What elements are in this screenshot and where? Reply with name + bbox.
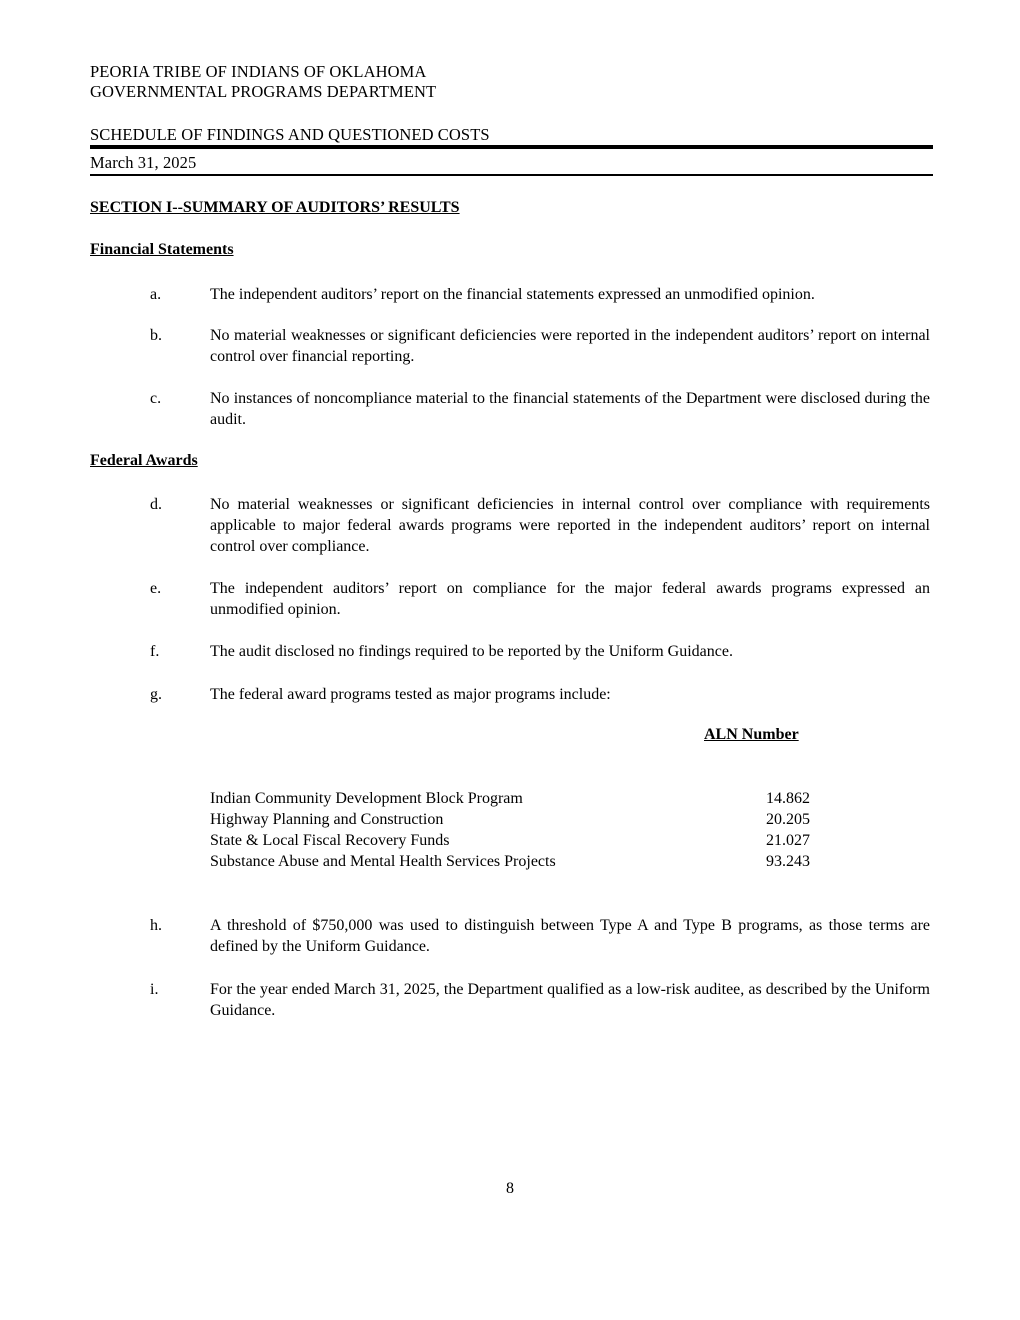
aln-number: 93.243: [766, 853, 810, 870]
federal-awards-heading: Federal Awards: [90, 452, 198, 469]
aln-number: 21.027: [766, 832, 810, 849]
item-letter: h.: [150, 917, 162, 934]
item-text: The audit disclosed no findings required to be reported by the Uniform Guidance.: [210, 643, 733, 660]
item-text: No material weaknesses or significant deficiencies in internal control over compliance with requirements applicable to major federal awards programs were reported in the independent auditors’ report on internal control over compliance.: [210, 496, 930, 555]
financial-statements-heading: Financial Statements: [90, 241, 234, 258]
title-rule-thick: [90, 145, 933, 149]
program-name: Highway Planning and Construction: [210, 811, 444, 828]
department-name: GOVERNMENTAL PROGRAMS DEPARTMENT: [90, 82, 437, 101]
item-letter: g.: [150, 686, 162, 703]
program-name: State & Local Fiscal Recovery Funds: [210, 832, 450, 849]
item-letter: i.: [150, 981, 159, 998]
item-text: For the year ended March 31, 2025, the Department qualified as a low-risk auditee, as described by the Uniform Guidance.: [210, 981, 930, 1019]
item-text: The independent auditors’ report on compliance for the major federal awards programs expressed an unmodified opinion.: [210, 580, 930, 618]
page-number: 8: [506, 1180, 514, 1197]
table-row: [210, 788, 810, 809]
item-text: No material weaknesses or significant deficiencies were reported in the independent auditors’ report on internal control over financial reporting.: [210, 327, 930, 365]
section-title: SECTION I--SUMMARY OF AUDITORS’ RESULTS: [90, 199, 460, 216]
item-letter: e.: [150, 580, 162, 597]
aln-column-header: ALN Number: [704, 726, 799, 743]
organization-name: PEORIA TRIBE OF INDIANS OF OKLAHOMA: [90, 62, 427, 81]
item-letter: d.: [150, 496, 162, 513]
item-text: A threshold of $750,000 was used to distinguish between Type A and Type B programs, as those terms are defined by the Uniform Guidance.: [210, 917, 930, 955]
program-name: Indian Community Development Block Program: [210, 790, 523, 807]
table-row: [210, 851, 810, 872]
item-text: No instances of noncompliance material to the financial statements of the Department were disclosed during the audit.: [210, 390, 930, 428]
table-row: [210, 809, 810, 830]
program-name: Substance Abuse and Mental Health Services Projects: [210, 853, 556, 870]
item-letter: b.: [150, 327, 162, 344]
report-date: March 31, 2025: [90, 153, 197, 172]
item-letter: c.: [150, 390, 162, 407]
date-rule-thin: [90, 174, 933, 176]
item-letter: a.: [150, 286, 162, 303]
item-letter: f.: [150, 643, 160, 660]
item-text: The federal award programs tested as major programs include:: [210, 686, 611, 703]
item-text: The independent auditors’ report on the financial statements expressed an unmodified opinion.: [210, 286, 815, 303]
schedule-title: SCHEDULE OF FINDINGS AND QUESTIONED COSTS: [90, 125, 490, 144]
major-programs-table: [210, 788, 810, 872]
aln-number: 14.862: [766, 790, 810, 807]
table-row: [210, 830, 810, 851]
aln-number: 20.205: [766, 811, 810, 828]
